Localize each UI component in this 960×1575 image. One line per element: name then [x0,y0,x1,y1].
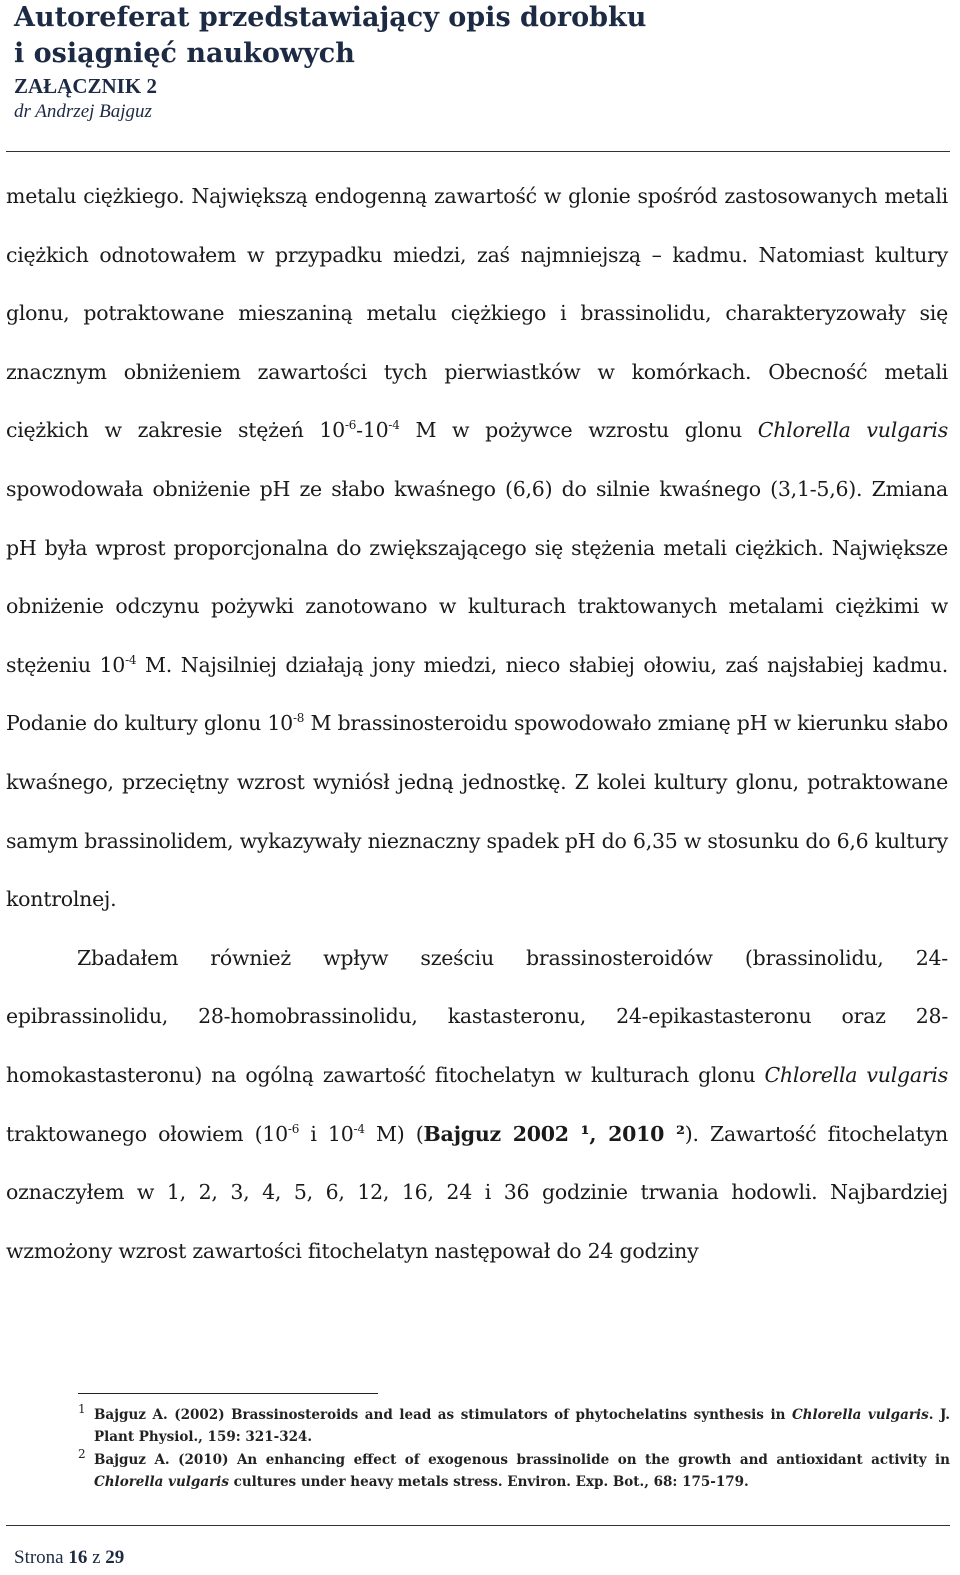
footnote-1 [78,1402,950,1448]
footnote-2 [78,1447,950,1493]
current-page: 16 [68,1547,88,1568]
document-title-line-2: i osiągnięć naukowych [14,38,355,69]
annex-label: ZAŁĄCZNIK 2 [14,74,157,98]
superscript: -6 [344,418,357,433]
species-name: Chlorella vulgaris [94,1473,229,1490]
footnote-text: Bajguz A. (2010) An enhancing effect of exogenous brassinolide on the growth and antioxidant activity in [94,1452,950,1468]
main-text [6,167,948,1280]
text-run: spowodowała obniżenie pH ze słabo kwaśnego (6,6) do silnie kwaśnego (3,1-5,6). Zmiana pH była wprost proporcjonalna do zwiększającego się stężenia metali ciężkich. Największe obniżenie odczynu pożywki zanotowano w kulturach traktowanych metalami ciężkimi w stężeniu 10 [6,476,948,677]
document-title-line-1: Autoreferat przedstawiający opis dorobku [14,2,647,33]
text-run: Zbadałem również wpływ sześciu brassinosteroidów (brassinolidu, 24-epibrassinolidu, 28-homobrassinolidu, kastasteronu, 24-epikastasteronu oraz 28-homokastasteronu) na ogólną zawartość fitochelatyn w kulturach glonu [6,945,948,1087]
paragraph-2 [6,929,948,1281]
text-run: M brassinosteroidu spowodowało zmianę pH w kierunku słabo kwaśnego, przeciętny wzrost wyniósł jedną jednostkę. Z kolei kultury glonu, potraktowane samym brassinolidem, wykazywały nieznaczny spadek pH do 6,35 w stosunku do 6,6 kultury kontrolnej. [6,711,948,912]
page-header [14,0,954,124]
superscript: -4 [125,652,137,667]
text-run: i 10 [299,1121,354,1146]
footnotes [78,1402,950,1495]
text-run: ). Zawartość fitochelatyn oznaczyłem w 1, 2, 3, 4, 5, 6, 12, 16, 24 i 36 godzinie trwania hodowli. Najbardziej wzmożony wzrost zawartości fitochelatyn następował do 24 godziny [6,1121,948,1263]
text-run: metalu ciężkiego. Największą endogenną zawartość w glonie spośród zastosowanych metali ciężkich odnotowałem w przypadku miedzi, zaś najmniejszą – kadmu. Natomiast kultury glonu, potraktowane mieszaniną metalu ciężkiego i brassinolidu, charakteryzowały się znacznym obniżeniem zawartości tych pierwiastków w komórkach. Obecność metali ciężkich w zakresie stężeń 10 [6,184,948,443]
footnote-divider [78,1393,378,1394]
superscript: -6 [287,1121,300,1136]
footnote-number: 2 [78,1447,86,1461]
text-run: traktowanego ołowiem (10 [6,1121,288,1146]
footnote-text: Bajguz A. (2002) Brassinosteroids and lead as stimulators of phytochelatins synthesis in [94,1407,792,1423]
page-of: z [92,1547,101,1568]
superscript: -4 [353,1121,365,1136]
page-word: Strona [14,1547,64,1568]
text-run: M) ( [364,1121,424,1146]
footnote-number: 1 [78,1402,86,1416]
superscript: -8 [292,711,305,726]
author-name: dr Andrzej Bajguz [14,101,152,122]
text-run: -10 [356,418,389,443]
superscript: -4 [388,418,400,433]
footnote-text: . J. Plant Physiol., 159: 321-324. [94,1407,950,1445]
footer-divider [6,1525,950,1526]
species-name: Chlorella vulgaris [764,1062,948,1087]
species-name: Chlorella vulgaris [757,418,948,443]
citation-reference: Bajguz 2002 ¹, 2010 ² [423,1121,685,1146]
text-run: M. Najsilniej działają jony miedzi, nieco słabiej ołowiu, zaś najsłabiej kadmu. Podanie do kultury glonu 10 [6,652,948,736]
text-run: M w pożywce wzrostu glonu [399,418,758,443]
species-name: Chlorella vulgaris [791,1407,929,1423]
paragraph-1 [6,167,948,929]
footnote-text: cultures under heavy metals stress. Environ. Exp. Bot., 68: 175-179. [228,1473,749,1490]
header-divider [6,151,950,152]
page-number [14,1547,124,1569]
total-pages: 29 [105,1547,125,1568]
